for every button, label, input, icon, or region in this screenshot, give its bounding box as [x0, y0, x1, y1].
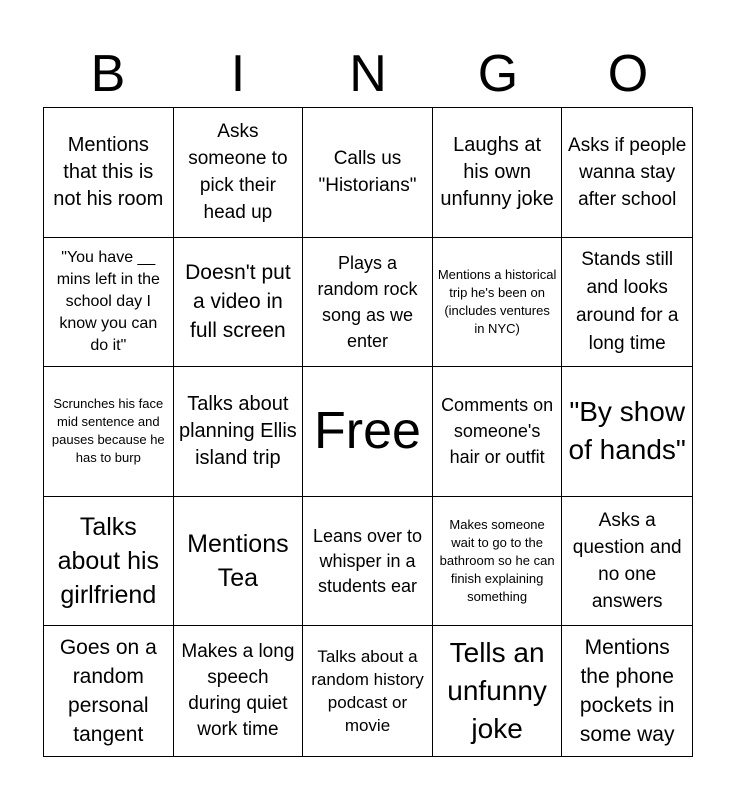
bingo-cell[interactable]	[303, 108, 433, 238]
cell-text: Stands still and looks around for a long time	[575, 248, 679, 354]
cell-text: Tells an unfunny joke	[447, 637, 547, 745]
bingo-cell[interactable]	[44, 238, 174, 368]
cell-text: Goes on a random personal tangent	[59, 636, 157, 747]
cell-text: Plays a random rock song as we enter	[317, 252, 418, 351]
cell-text: "You have __ mins left in the school day I know you can do it"	[56, 248, 160, 354]
cell-text: Asks someone to pick their head up	[188, 121, 288, 224]
cell-text: Comments on someone's hair or outfit	[441, 395, 554, 468]
cell-text: Talks about a random history podcast or movie	[311, 647, 424, 736]
cell-text: Asks a question and no one answers	[572, 510, 682, 613]
cell-text: Mentions that this is not his room	[53, 133, 164, 210]
header-letter-i: I	[230, 45, 246, 103]
bingo-cell[interactable]	[174, 108, 304, 238]
cell-text: Laughs at his own unfunny joke	[440, 133, 554, 210]
bingo-cell[interactable]	[433, 238, 563, 368]
bingo-cell[interactable]	[433, 108, 563, 238]
bingo-cell[interactable]	[174, 626, 304, 756]
cell-text: Scrunches his face mid sentence and pauses because he has to burp	[51, 396, 165, 466]
bingo-cell[interactable]	[433, 367, 563, 497]
bingo-cell[interactable]	[433, 626, 563, 756]
cell-text: Makes someone wait to go to the bathroom so he can finish explaining something	[439, 517, 555, 605]
bingo-cell[interactable]	[174, 497, 304, 627]
cell-text: Makes a long speech during quiet work time	[181, 641, 295, 741]
bingo-cell[interactable]	[562, 108, 692, 238]
cell-text: Mentions a historical trip he's been on (includes ventures in NYC)	[437, 266, 557, 336]
header-letter-b: B	[90, 45, 126, 103]
bingo-cell[interactable]	[303, 626, 433, 756]
cell-text: Asks if people wanna stay after school	[568, 134, 687, 210]
bingo-header	[43, 40, 693, 108]
bingo-cell[interactable]	[303, 497, 433, 627]
bingo-cell[interactable]	[433, 497, 563, 627]
cell-text: Mentions the phone pockets in some way	[579, 636, 675, 747]
cell-text: Doesn't put a video in full screen	[185, 261, 291, 343]
cell-text: "By show of hands"	[568, 396, 686, 466]
bingo-cell[interactable]	[562, 238, 692, 368]
bingo-cell[interactable]	[44, 497, 174, 627]
cell-text: Mentions Tea	[187, 530, 289, 593]
bingo-grid	[43, 107, 693, 757]
header-letter-g: G	[477, 45, 519, 103]
bingo-cell[interactable]	[44, 108, 174, 238]
bingo-cell[interactable]	[44, 626, 174, 756]
header-letter-n: N	[349, 45, 387, 103]
cell-text: Calls us "Historians"	[318, 148, 417, 197]
bingo-cell[interactable]	[174, 367, 304, 497]
bingo-cell[interactable]	[562, 497, 692, 627]
cell-text: Talks about his girlfriend	[57, 513, 160, 610]
free-space[interactable]	[303, 367, 433, 497]
bingo-cell[interactable]	[562, 367, 692, 497]
bingo-cell[interactable]	[562, 626, 692, 756]
header-letter-o: O	[607, 45, 649, 103]
cell-text: Talks about planning Ellis island trip	[178, 392, 297, 469]
cell-text: Leans over to whisper in a students ear	[312, 525, 423, 596]
bingo-cell[interactable]	[174, 238, 304, 368]
bingo-cell[interactable]	[44, 367, 174, 497]
cell-text: Free	[314, 402, 421, 461]
bingo-cell[interactable]	[303, 238, 433, 368]
